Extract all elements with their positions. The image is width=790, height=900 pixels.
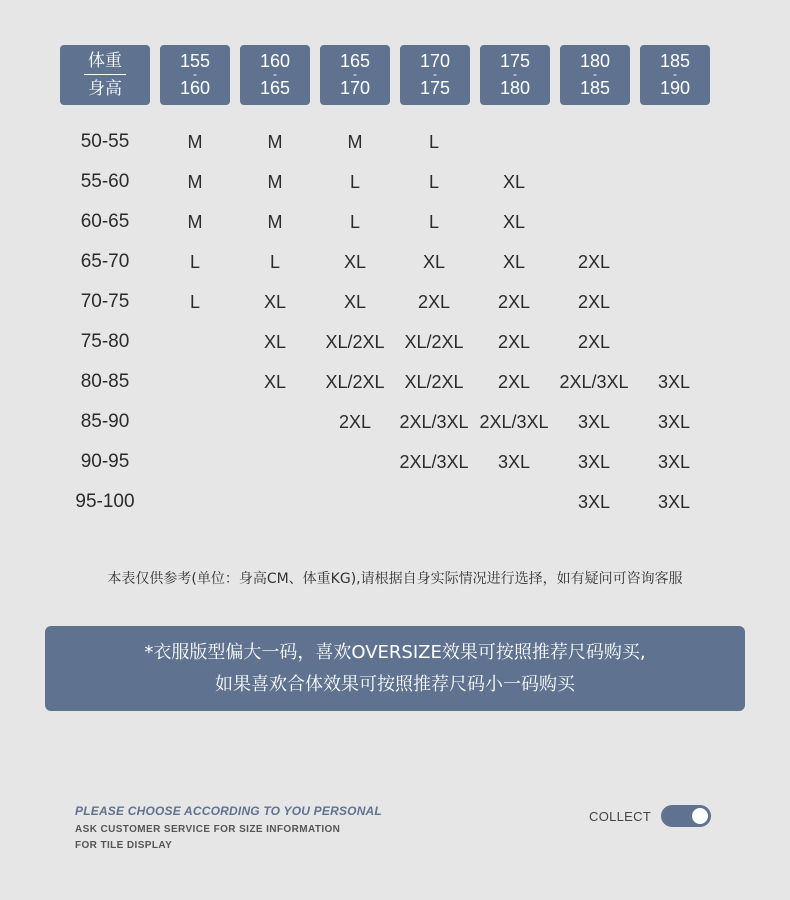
size-cell: XL xyxy=(502,212,526,232)
weight-range-cell: 90-95 xyxy=(80,451,130,472)
height-header-cell xyxy=(400,45,470,105)
size-cell: M xyxy=(267,172,283,192)
table-row xyxy=(60,322,740,362)
height-sep-value: - xyxy=(593,67,597,81)
weight-height-corner-cell xyxy=(60,45,150,105)
footer-line-3: FOR TILE DISPLAY xyxy=(75,840,173,851)
table-row xyxy=(60,402,740,442)
size-cell: XL/2XL xyxy=(325,372,385,392)
size-cell: 3XL xyxy=(577,492,611,512)
weight-range-cell: 50-55 xyxy=(80,131,130,152)
weight-range-cell: 55-60 xyxy=(80,171,130,192)
footer-line-2: ASK CUSTOMER SERVICE FOR SIZE INFORMATION xyxy=(75,824,341,835)
weight-range-cell: 95-100 xyxy=(75,491,135,512)
size-cell: XL xyxy=(502,252,526,272)
weight-range-cell: 75-80 xyxy=(80,331,130,352)
size-cell: XL/2XL xyxy=(325,332,385,352)
table-row xyxy=(60,442,740,482)
height-header-cell xyxy=(320,45,390,105)
size-cell: 3XL xyxy=(497,452,531,472)
size-cell: M xyxy=(187,172,203,192)
size-cell: L xyxy=(349,212,360,232)
size-cell: 2XL xyxy=(577,292,611,312)
height-bottom-value: 180 xyxy=(499,78,531,98)
height-top-value: 160 xyxy=(259,51,291,71)
height-header-cell xyxy=(560,45,630,105)
size-cell: L xyxy=(349,172,360,192)
size-cell: M xyxy=(187,212,203,232)
size-cell: L xyxy=(428,132,439,152)
height-top-value: 170 xyxy=(419,51,451,71)
height-top-value: 185 xyxy=(659,51,691,71)
size-cell: L xyxy=(428,172,439,192)
height-sep-value: - xyxy=(433,67,437,81)
size-cell: L xyxy=(428,212,439,232)
size-cell: 2XL xyxy=(497,292,531,312)
collect-toggle[interactable] xyxy=(661,805,711,827)
size-cell: XL xyxy=(263,292,287,312)
weight-range-cell: 85-90 xyxy=(80,411,130,432)
size-cell: XL xyxy=(422,252,446,272)
weight-range-cell: 80-85 xyxy=(80,371,130,392)
fit-advice-line-2: 如果喜欢合体效果可按照推荐尺码小一码购买 xyxy=(215,673,575,695)
height-sep-value: - xyxy=(673,67,677,81)
collect-control xyxy=(589,805,711,827)
size-cell: XL/2XL xyxy=(404,332,464,352)
size-cell: 2XL/3XL xyxy=(399,452,469,472)
height-bottom-value: 185 xyxy=(579,78,611,98)
height-header-cell xyxy=(640,45,710,105)
size-cell: 3XL xyxy=(657,412,691,432)
height-sep-value: - xyxy=(273,67,277,81)
weight-header-label: 体重 xyxy=(88,51,122,71)
footer-tagline: PLEASE CHOOSE ACCORDING TO YOU PERSONAL xyxy=(75,804,382,818)
size-cell: XL/2XL xyxy=(404,372,464,392)
size-cell: 3XL xyxy=(657,492,691,512)
height-top-value: 180 xyxy=(579,51,611,71)
height-sep-value: - xyxy=(353,67,357,81)
size-cell: 2XL/3XL xyxy=(559,372,629,392)
height-bottom-value: 160 xyxy=(179,78,211,98)
size-cell: M xyxy=(187,132,203,152)
size-cell: XL xyxy=(343,252,367,272)
height-header-cell xyxy=(240,45,310,105)
height-bottom-value: 175 xyxy=(419,78,451,98)
height-top-value: 175 xyxy=(499,51,531,71)
size-cell: M xyxy=(347,132,363,152)
height-sep-value: - xyxy=(193,67,197,81)
height-sep-value: - xyxy=(513,67,517,81)
size-cell: 2XL xyxy=(497,332,531,352)
table-row xyxy=(60,202,740,242)
corner-divider xyxy=(84,74,126,75)
height-header-label: 身高 xyxy=(88,79,122,99)
size-cell: XL xyxy=(263,372,287,392)
height-bottom-value: 190 xyxy=(659,78,691,98)
size-cell: 3XL xyxy=(657,452,691,472)
size-cell: 3XL xyxy=(577,412,611,432)
table-row xyxy=(60,282,740,322)
size-cell: 2XL/3XL xyxy=(399,412,469,432)
table-row xyxy=(60,242,740,282)
fit-advice-banner xyxy=(45,626,745,711)
height-header-cell xyxy=(160,45,230,105)
table-row xyxy=(60,162,740,202)
size-cell: L xyxy=(189,292,200,312)
table-row xyxy=(60,122,740,162)
height-bottom-value: 165 xyxy=(259,78,291,98)
fit-advice-line-1: *衣服版型偏大一码，喜欢OVERSIZE效果可按照推荐尺码购买, xyxy=(144,641,646,663)
toggle-knob xyxy=(692,808,708,824)
size-cell: 2XL xyxy=(577,332,611,352)
weight-range-cell: 65-70 xyxy=(80,251,130,272)
collect-label: COLLECT xyxy=(589,808,652,824)
height-top-value: 165 xyxy=(339,51,371,71)
weight-range-cell: 60-65 xyxy=(80,211,130,232)
size-cell: 2XL/3XL xyxy=(479,412,549,432)
size-cell: L xyxy=(269,252,280,272)
size-cell: M xyxy=(267,132,283,152)
size-cell: 2XL xyxy=(417,292,451,312)
height-top-value: 155 xyxy=(179,51,211,71)
footer-info xyxy=(75,802,382,854)
height-bottom-value: 170 xyxy=(339,78,371,98)
size-chart-note: 本表仅供参考(单位：身高CM、体重KG),请根据自身实际情况进行选择，如有疑问可咨询客服 xyxy=(107,571,683,587)
size-cell: 3XL xyxy=(577,452,611,472)
size-cell: 2XL xyxy=(497,372,531,392)
size-cell: M xyxy=(267,212,283,232)
table-row xyxy=(60,482,740,522)
size-cell: L xyxy=(189,252,200,272)
height-header-cell xyxy=(480,45,550,105)
weight-range-cell: 70-75 xyxy=(80,291,130,312)
size-cell: 2XL xyxy=(577,252,611,272)
size-cell: 3XL xyxy=(657,372,691,392)
table-row xyxy=(60,362,740,402)
size-cell: XL xyxy=(263,332,287,352)
size-cell: 2XL xyxy=(338,412,372,432)
size-cell: XL xyxy=(343,292,367,312)
size-cell: XL xyxy=(502,172,526,192)
